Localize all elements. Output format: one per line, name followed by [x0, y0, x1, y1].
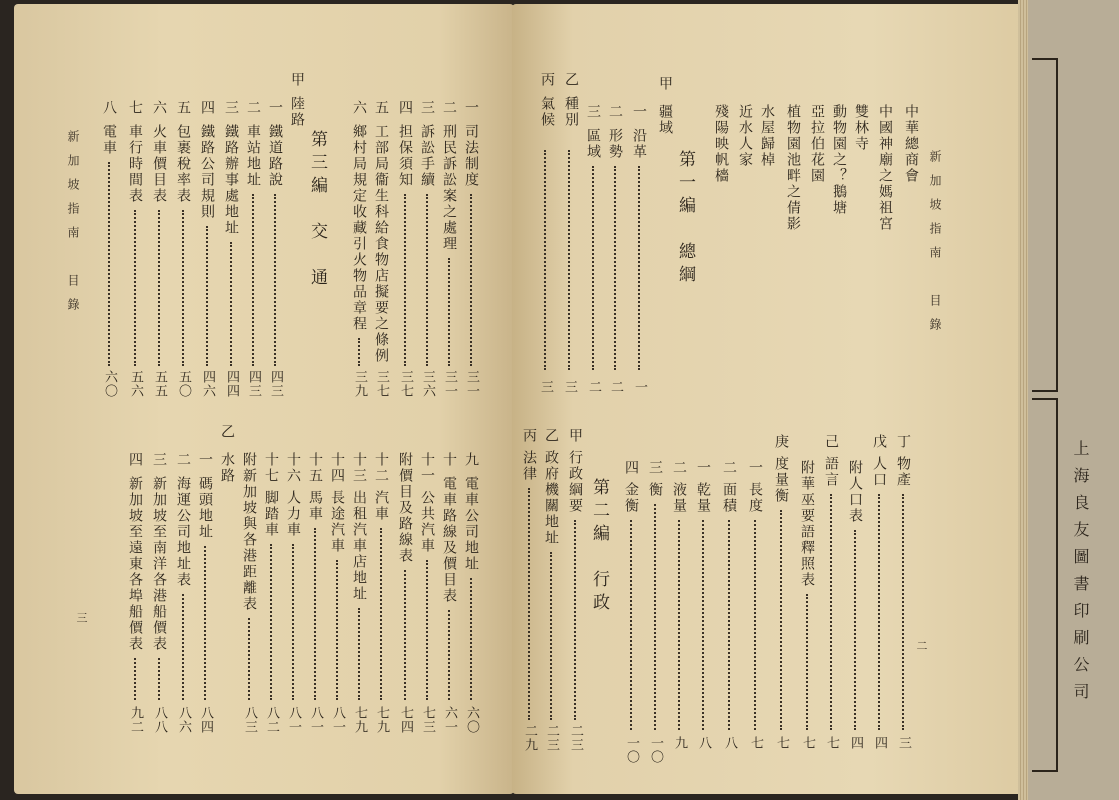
- toc-entry-number: 一: [631, 104, 647, 120]
- leader-dots: [728, 520, 730, 730]
- leader-dots: [314, 528, 316, 700]
- toc-entry-title: 公共汽車: [419, 490, 435, 554]
- photo-place-name: 動物園之？鵝塘: [831, 104, 847, 216]
- leader-dots: [830, 494, 832, 730]
- leader-dots: [404, 570, 406, 700]
- toc-entry-number: 八: [101, 100, 117, 116]
- toc-entry-title: 行政綱要: [567, 450, 583, 514]
- leader-dots: [248, 618, 250, 700]
- leader-dots: [878, 494, 880, 730]
- leader-dots: [448, 610, 450, 700]
- section-3-title: 第三編 交 通: [307, 130, 327, 291]
- photo-place-name: 植物園池畔之倩影: [785, 104, 801, 232]
- leader-dots: [182, 210, 184, 366]
- leader-dots: [702, 520, 704, 730]
- toc-entry-page: 七: [774, 736, 789, 750]
- toc-entry-page: 八二: [264, 706, 279, 734]
- toc-entry-page: 九: [672, 736, 687, 750]
- leader-dots: [270, 544, 272, 700]
- left-page-number: 三: [75, 612, 88, 625]
- toc-entry-number: 二: [607, 104, 623, 120]
- toc-entry-page: 二三: [544, 724, 559, 752]
- leader-dots: [568, 150, 570, 370]
- toc-entry-number: 四: [397, 100, 413, 116]
- toc-entry-page: 八一: [308, 706, 323, 734]
- toc-entry-title: 乾量: [695, 482, 711, 514]
- toc-entry-page: 四六: [200, 370, 215, 398]
- toc-entry-page: 八: [722, 736, 737, 750]
- toc-entry-page: 三七: [374, 370, 389, 398]
- toc-entry-page: 四: [848, 736, 863, 750]
- toc-entry-page: 三七: [398, 370, 413, 398]
- toc-entry-number: 三: [419, 100, 435, 116]
- toc-entry-number: 乙: [543, 428, 559, 444]
- leader-dots: [274, 194, 276, 366]
- toc-entry-title: 新加坡至遠東各埠船價表: [127, 476, 143, 652]
- toc-entry-number: 三: [151, 452, 167, 468]
- leader-dots: [206, 226, 208, 366]
- toc-entry-title: 附新加坡與各港距離表: [241, 452, 257, 612]
- toc-entry-page: 八一: [286, 706, 301, 734]
- section-1-bing-label: 氣候: [539, 96, 555, 128]
- leader-dots: [158, 658, 160, 700]
- toc-entry-title: 法律: [521, 450, 537, 482]
- toc-entry-page: 六一: [442, 706, 457, 734]
- leader-dots: [780, 510, 782, 730]
- toc-entry-number: 二: [245, 100, 261, 116]
- subsection-yi-label: 水路: [219, 452, 235, 484]
- section-1-title: 第一編 總綱: [675, 150, 695, 288]
- leader-dots: [754, 520, 756, 730]
- toc-entry-number: 一: [267, 100, 283, 116]
- toc-entry-page: 二: [586, 380, 601, 394]
- toc-entry-page: 五六: [128, 370, 143, 398]
- photo-place-name: 亞拉伯花園: [809, 104, 825, 184]
- toc-entry-title: 金衡: [623, 482, 639, 514]
- toc-entry-number: 十七: [263, 452, 279, 484]
- toc-entry-title: 物產: [895, 456, 911, 488]
- leader-dots: [806, 594, 808, 730]
- toc-entry-number: 一: [197, 452, 213, 468]
- toc-entry-number: 三: [223, 100, 239, 116]
- toc-entry-title: 鄉村局規定收藏引火物品章程: [351, 124, 367, 332]
- toc-entry-page: 八八: [152, 706, 167, 734]
- toc-entry-number: 甲: [567, 428, 583, 444]
- toc-entry-number: 五: [175, 100, 191, 116]
- toc-entry-page: 四三: [268, 370, 283, 398]
- toc-entry-title: 形勢: [607, 128, 623, 160]
- leader-dots: [448, 258, 450, 366]
- toc-entry-title: 附人口表: [847, 460, 863, 524]
- photo-place-name: 殘陽映帆檣: [713, 104, 729, 184]
- toc-entry-title: 液量: [671, 482, 687, 514]
- toc-entry-number: 十四: [329, 452, 345, 484]
- toc-entry-title: 語言: [823, 456, 839, 488]
- toc-entry-page: 六〇: [464, 706, 479, 734]
- leader-dots: [292, 544, 294, 700]
- toc-entry-page: 七: [748, 736, 763, 750]
- leader-dots: [252, 194, 254, 366]
- toc-entry-number: 四: [127, 452, 143, 468]
- leader-dots: [204, 546, 206, 700]
- toc-entry-page: 五〇: [176, 370, 191, 398]
- toc-entry-title: 碼頭地址: [197, 476, 213, 540]
- toc-entry-title: 包裹稅率表: [175, 124, 191, 204]
- toc-entry-title: 汽車: [373, 490, 389, 522]
- toc-entry-page: 四四: [224, 370, 239, 398]
- leader-dots: [404, 194, 406, 366]
- toc-entry-title: 馬車: [307, 490, 323, 522]
- leader-dots: [574, 520, 576, 720]
- toc-entry-number: 七: [127, 100, 143, 116]
- leader-dots: [528, 488, 530, 720]
- toc-entry-title: 政府機關地址: [543, 450, 559, 546]
- toc-entry-page: 三六: [420, 370, 435, 398]
- leader-dots: [380, 528, 382, 700]
- leader-dots: [630, 520, 632, 730]
- toc-entry-page: 五五: [152, 370, 167, 398]
- subsection-yi-marker: 乙: [219, 424, 235, 440]
- toc-entry-title: 工部局衞生科給食物店擬要之條例: [373, 124, 389, 364]
- subsection-jia-marker: 甲: [289, 72, 305, 88]
- photo-place-name: 水屋歸棹: [759, 104, 775, 168]
- toc-entry-page: 三: [538, 380, 553, 394]
- toc-entry-number: 一: [463, 100, 479, 116]
- toc-entry-number: 六: [351, 100, 367, 116]
- right-page-number: 二: [915, 640, 928, 653]
- toc-entry-number: 四: [199, 100, 215, 116]
- toc-entry-page: 八: [696, 736, 711, 750]
- photo-place-name: 中華總商會: [903, 104, 919, 184]
- toc-entry-number: 十二: [373, 452, 389, 484]
- toc-entry-page: 三九: [352, 370, 367, 398]
- leader-dots: [470, 578, 472, 700]
- toc-entry-page: 二三: [568, 724, 583, 752]
- section-1-jia-label: 疆域: [657, 104, 673, 136]
- toc-entry-number: 戊: [871, 434, 887, 450]
- cover-bracket-bottom: [1032, 398, 1058, 772]
- toc-entry-title: 訴訟手續: [419, 124, 435, 188]
- toc-entry-title: 火車價目表: [151, 124, 167, 204]
- toc-entry-title: 度量衡: [773, 456, 789, 504]
- toc-entry-title: 脚踏車: [263, 490, 279, 538]
- toc-entry-page: 八一: [330, 706, 345, 734]
- toc-entry-title: 附價目及路線表: [397, 452, 413, 564]
- toc-entry-title: 車站地址: [245, 124, 261, 188]
- subsection-jia-label: 陸路: [289, 96, 305, 128]
- toc-entry-title: 區域: [585, 128, 601, 160]
- toc-entry-page: 七九: [352, 706, 367, 734]
- toc-entry-page: 三: [896, 736, 911, 750]
- section-1-yi-label: 種別: [563, 96, 579, 128]
- toc-entry-title: 人力車: [285, 490, 301, 538]
- leader-dots: [134, 658, 136, 700]
- toc-entry-page: 八四: [198, 706, 213, 734]
- toc-entry-page: 七: [800, 736, 815, 750]
- toc-entry-page: 三: [562, 380, 577, 394]
- toc-entry-number: 三: [647, 460, 663, 476]
- section-2-title: 第二編 行政: [589, 478, 609, 616]
- toc-entry-title: 新加坡至南洋各港船價表: [151, 476, 167, 652]
- leader-dots: [426, 560, 428, 700]
- leader-dots: [902, 494, 904, 730]
- toc-entry-number: 六: [151, 100, 167, 116]
- leader-dots: [678, 520, 680, 730]
- toc-entry-title: 電車路線及價目表: [441, 476, 457, 604]
- cover-bracket-top: [1032, 58, 1058, 392]
- toc-entry-title: 人口: [871, 456, 887, 488]
- leader-dots: [230, 242, 232, 366]
- toc-entry-title: 衡: [647, 482, 663, 498]
- leader-dots: [358, 608, 360, 700]
- toc-entry-number: 丙: [521, 428, 537, 444]
- toc-entry-number: 四: [623, 460, 639, 476]
- left-page-header: 新加坡指南 目錄: [66, 130, 80, 322]
- photo-place-name: 雙林寺: [853, 104, 869, 152]
- toc-entry-number: 十一: [419, 452, 435, 484]
- toc-entry-number: 一: [747, 460, 763, 476]
- toc-entry-title: 海運公司地址表: [175, 476, 191, 588]
- toc-entry-title: 電車公司地址: [463, 476, 479, 572]
- toc-entry-page: 九二: [128, 706, 143, 734]
- leader-dots: [182, 594, 184, 700]
- toc-entry-page: 六〇: [102, 370, 117, 398]
- toc-entry-title: 長度: [747, 482, 763, 514]
- leader-dots: [358, 338, 360, 366]
- leader-dots: [854, 530, 856, 730]
- photo-place-name: 近水人家: [737, 104, 753, 168]
- toc-entry-title: 附華巫要語釋照表: [799, 460, 815, 588]
- toc-entry-title: 鐵道路說: [267, 124, 283, 188]
- toc-entry-title: 電車: [101, 124, 117, 156]
- toc-entry-page: 七: [824, 736, 839, 750]
- toc-entry-page: 三一: [442, 370, 457, 398]
- toc-entry-title: 車行時間表: [127, 124, 143, 204]
- toc-entry-number: 十三: [351, 452, 367, 484]
- toc-entry-page: 七四: [398, 706, 413, 734]
- right-page-header: 新加坡指南 目錄: [928, 150, 942, 342]
- leader-dots: [470, 194, 472, 366]
- toc-entry-title: 面積: [721, 482, 737, 514]
- toc-entry-number: 十六: [285, 452, 301, 484]
- toc-entry-page: 四三: [246, 370, 261, 398]
- leader-dots: [134, 210, 136, 366]
- toc-entry-title: 長途汽車: [329, 490, 345, 554]
- toc-entry-number: 二: [721, 460, 737, 476]
- toc-entry-number: 十五: [307, 452, 323, 484]
- toc-entry-page: 八六: [176, 706, 191, 734]
- toc-entry-page: 七九: [374, 706, 389, 734]
- toc-entry-title: 司法制度: [463, 124, 479, 188]
- leader-dots: [336, 560, 338, 700]
- leader-dots: [108, 162, 110, 366]
- section-1-jia-marker: 甲: [657, 76, 673, 92]
- leader-dots: [654, 504, 656, 730]
- leader-dots: [592, 166, 594, 370]
- toc-entry-title: 沿革: [631, 128, 647, 160]
- toc-entry-title: 担保須知: [397, 124, 413, 188]
- toc-entry-number: 十: [441, 452, 457, 468]
- leader-dots: [614, 166, 616, 370]
- toc-entry-page: 二九: [522, 724, 537, 752]
- leader-dots: [638, 166, 640, 370]
- section-1-bing-marker: 丙: [539, 72, 555, 88]
- toc-entry-page: 三一: [464, 370, 479, 398]
- toc-entry-number: 二: [671, 460, 687, 476]
- toc-entry-title: 出租汽車店地址: [351, 490, 367, 602]
- leader-dots: [426, 194, 428, 366]
- toc-entry-number: 五: [373, 100, 389, 116]
- toc-entry-number: 九: [463, 452, 479, 468]
- toc-entry-title: 鐵路辦事處地址: [223, 124, 239, 236]
- toc-entry-number: 二: [441, 100, 457, 116]
- toc-entry-title: 刑民訴訟案之處理: [441, 124, 457, 252]
- leader-dots: [158, 210, 160, 366]
- leader-dots: [550, 552, 552, 720]
- toc-entry-number: 三: [585, 104, 601, 120]
- toc-entry-page: 四: [872, 736, 887, 750]
- toc-entry-number: 丁: [895, 434, 911, 450]
- toc-entry-page: 七三: [420, 706, 435, 734]
- photo-place-name: 中國神廟之媽祖宮: [877, 104, 893, 232]
- leader-dots: [544, 150, 546, 370]
- toc-entry-page: 一〇: [648, 736, 663, 764]
- left-page: [14, 4, 514, 794]
- toc-entry-page: 一〇: [624, 736, 639, 764]
- toc-entry-page: 二: [608, 380, 623, 394]
- toc-entry-title: 鐵路公司規則: [199, 124, 215, 220]
- toc-entry-page: 一: [632, 380, 647, 394]
- publisher-imprint: 上海良友圖書印刷公司: [1071, 440, 1090, 710]
- toc-entry-page: 八三: [242, 706, 257, 734]
- toc-entry-number: 一: [695, 460, 711, 476]
- toc-entry-number: 二: [175, 452, 191, 468]
- section-1-yi-marker: 乙: [563, 72, 579, 88]
- toc-entry-number: 己: [823, 434, 839, 450]
- toc-entry-number: 庚: [773, 434, 789, 450]
